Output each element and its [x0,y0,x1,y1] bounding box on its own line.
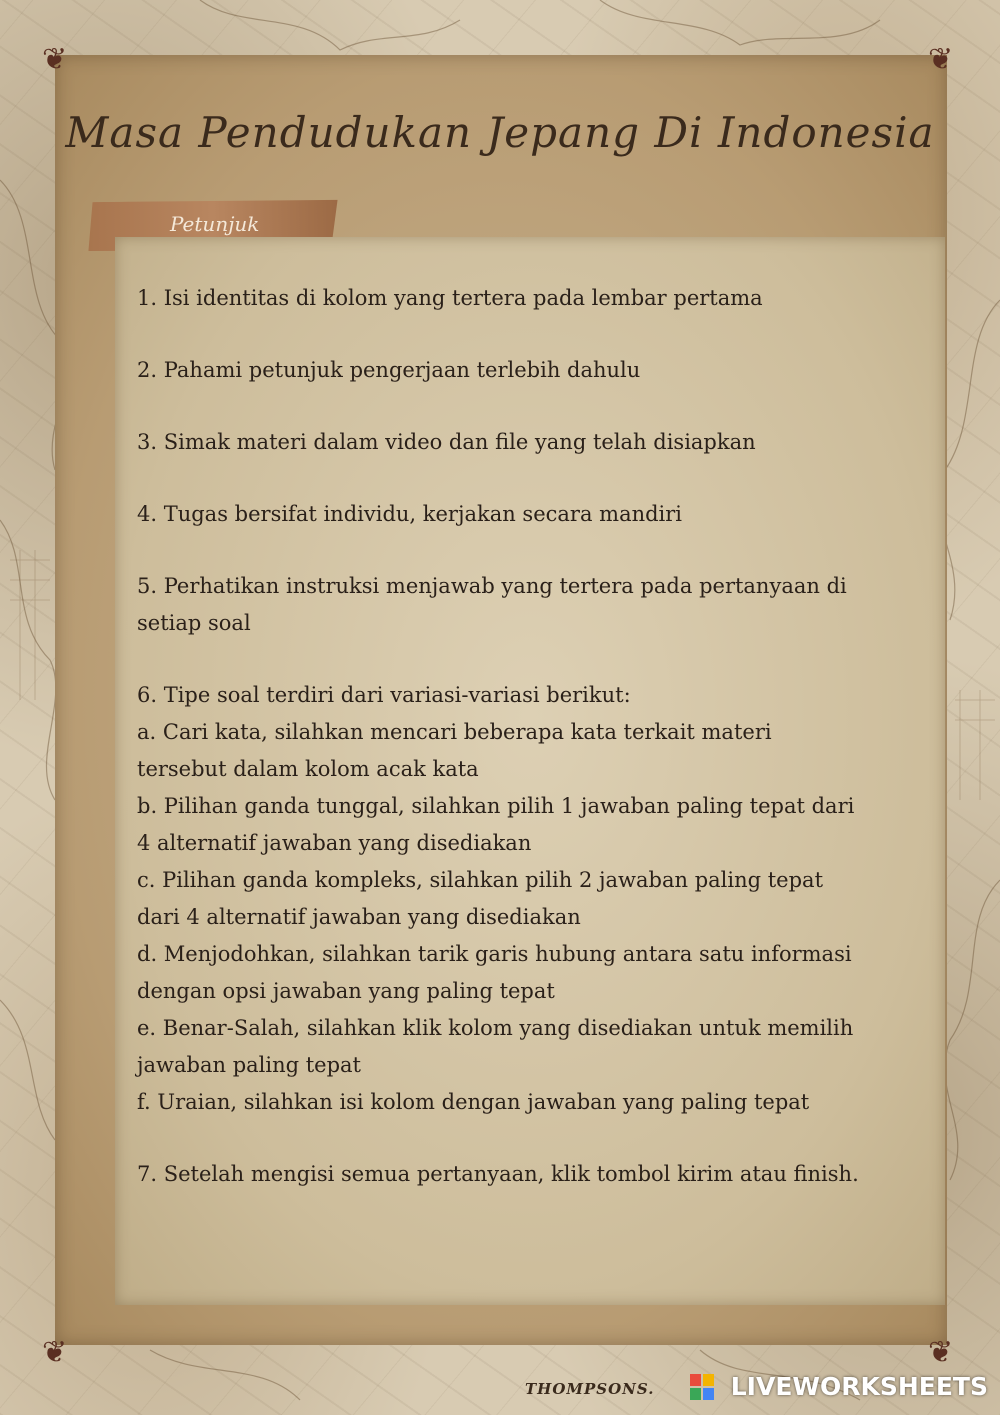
page-title: Masa Pendudukan Jepang Di Indonesia [65,108,935,157]
list-item: 4. Tugas bersifat individu, kerjakan secara mandiri [137,502,683,526]
brand-logo-text[interactable]: LIVEWORKSHEETS [730,1372,988,1401]
sub-item: c. Pilihan ganda kompleks, silahkan pilih 2 jawaban paling tepat dari 4 alternatif jawaban yang disediakan [137,868,824,929]
list-item: 7. Setelah mengisi semua pertanyaan, klik tombol kirim atau finish. [137,1162,859,1186]
corner-ornament-icon: ❦ [42,42,68,77]
sub-item: b. Pilihan ganda tunggal, silahkan pilih 1 jawaban paling tepat dari 4 alternatif jawaban yang disediakan [137,794,855,855]
sub-item: e. Benar-Salah, silahkan klik kolom yang disediakan untuk memilih jawaban paling tepat [137,1016,854,1077]
list-item: 3. Simak materi dalam video dan file yang telah disiapkan [137,430,756,454]
list-item: 5. Perhatikan instruksi menjawab yang tertera pada pertanyaan di setiap soal [137,574,847,635]
corner-ornament-icon: ❦ [928,1335,954,1370]
list-item: 2. Pahami petunjuk pengerjaan terlebih dahulu [137,358,641,382]
liveworksheets-logo-icon [690,1374,714,1400]
instruction-list [137,280,867,1228]
sub-item: a. Cari kata, silahkan mencari beberapa kata terkait materi tersebut dalam kolom acak kata [137,720,772,781]
sub-item: f. Uraian, silahkan isi kolom dengan jawaban yang paling tepat [137,1090,810,1114]
list-item: 1. Isi identitas di kolom yang tertera pada lembar pertama [137,286,763,310]
list-item-heading: 6. Tipe soal terdiri dari variasi-variasi berikut: [137,683,631,707]
corner-ornament-icon: ❦ [928,42,954,77]
corner-ornament-icon: ❦ [42,1335,68,1370]
section-label: Petunjuk [170,212,260,236]
map-footer-text: THOMPSONS. [525,1380,655,1398]
sub-item: d. Menjodohkan, silahkan tarik garis hubung antara satu informasi dengan opsi jawaban yang paling tepat [137,942,852,1003]
list-item-question-types [137,677,867,1121]
